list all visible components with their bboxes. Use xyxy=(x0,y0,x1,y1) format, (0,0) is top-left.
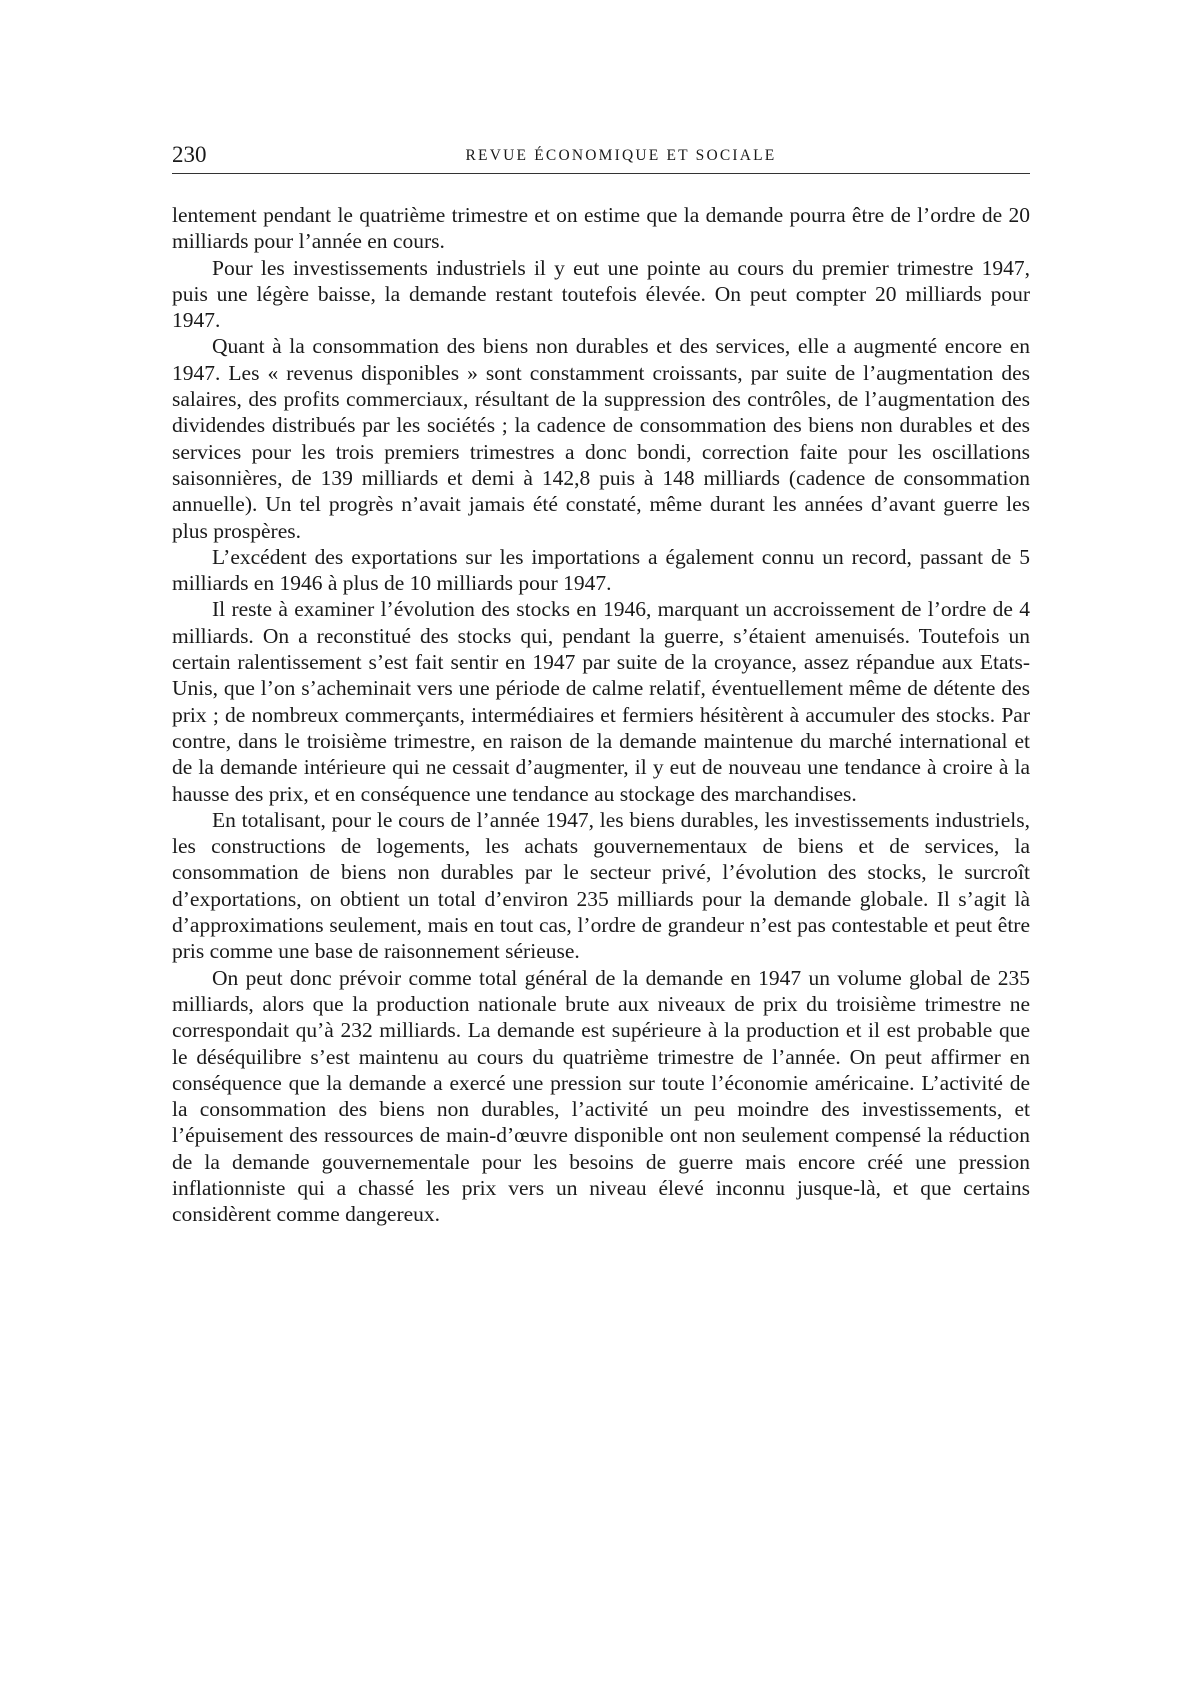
header-rule xyxy=(172,173,1030,174)
paragraph-conclusion: On peut donc prévoir comme total général de la demande en 1947 un volume global de 235 milliards, alors que la production nationale brute aux niveaux de prix du troisième trimestre ne correspondait qu’à 232 milliards. La demande est supérieure à la production et il est probable que le déséquilibre s’est maintenu au cours du quatrième trimestre de l’année. On peut affirmer en conséquence que la demande a exercé une pression sur toute l’économie américaine. L’activité de la consommation des biens non durables, l’activité un peu moindre des investissements, et l’épuisement des ressources de main-d’œuvre disponible ont non seulement compensé la réduction de la demande gouvernementale pour les besoins de guerre mais encore créé une pression inflationniste qui a chassé les prix vers un niveau élevé inconnu jusque-là, et que certains considèrent comme dangereux. xyxy=(172,965,1030,1227)
paragraph-stocks: Il reste à examiner l’évolution des stocks en 1946, marquant un accroissement de l’ordre de 4 milliards. On a reconstitué des stocks qui, pendant la guerre, s’étaient amenuisés. Toutefois un certain ralentissement s’est fait sentir en 1947 par suite de la croyance, assez répandue aux Etats-Unis, que l’on s’acheminait vers une période de calme relatif, éventuellement même de détente des prix ; de nombreux commerçants, intermédiaires et fermiers hésitèrent à accumuler des stocks. Par contre, dans le troisième trimestre, en raison de la demande maintenue du marché international et de la demande intérieure qui ne cessait d’augmenter, il y eut de nouveau une tendance à croire à la hausse des prix, et en conséquence une tendance au stockage des marchandises. xyxy=(172,597,1030,806)
paragraph-total-demand: En totalisant, pour le cours de l’année 1947, les biens durables, les investissements industriels, les constructions de logements, les achats gouvernementaux de biens et de services, la consommation de biens non durables par le secteur privé, l’évolution des stocks, le surcroît d’exportations, on obtient un total d’environ 235 milliards pour la demande globale. Il s’agit là d’approximations seulement, mais en tout cas, l’ordre de grandeur n’est pas contestable et peut être pris comme une base de raisonnement sérieuse. xyxy=(172,807,1030,964)
page-number: 230 xyxy=(172,142,207,167)
paragraph-industrial-investment: Pour les investissements industriels il y eut une pointe au cours du premier trimestre 1947, puis une légère baisse, la demande restant toutefois élevée. On peut compter 20 milliards pour 1947. xyxy=(172,255,1030,333)
paragraph-exports: L’excédent des exportations sur les importations a également connu un record, passant de 5 milliards en 1946 à plus de 10 milliards pour 1947. xyxy=(172,544,1030,596)
body-text xyxy=(172,202,1030,1228)
page-header xyxy=(172,140,1030,176)
running-title: REVUE ÉCONOMIQUE ET SOCIALE xyxy=(465,147,777,164)
paragraph-continuation: lentement pendant le quatrième trimestre et on estime que la demande pourra être de l’ordre de 20 milliards pour l’année en cours. xyxy=(172,203,1030,254)
paragraph-consumption: Quant à la consommation des biens non durables et des services, elle a augmenté encore en 1947. Les « revenus disponibles » sont constamment croissants, par suite de l’augmentation des salaires, des profits commerciaux, résultant de la suppression des contrôles, de l’augmentation des dividendes distribués par les sociétés ; la cadence de consommation des biens non durables et des services pour les trois premiers trimestres a donc bondi, correction faite pour les oscillations saisonnières, de 139 milliards et demi à 142,8 puis à 148 milliards (cadence de consommation annuelle). Un tel progrès n’avait jamais été constaté, même durant les années d’avant guerre les plus prospères. xyxy=(172,334,1030,543)
